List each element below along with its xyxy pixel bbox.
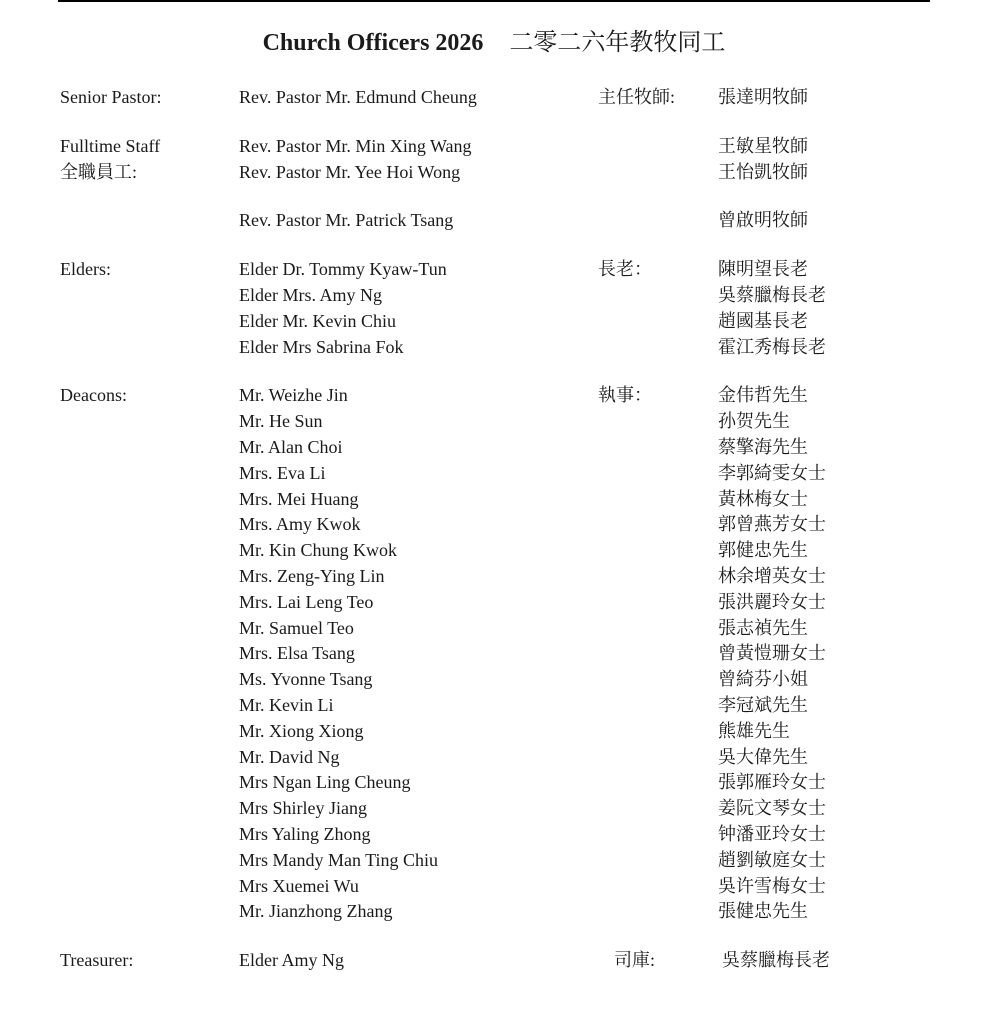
officer-name-english: Mr. Jianzhong Zhang bbox=[239, 901, 393, 922]
section-deacons bbox=[0, 383, 988, 925]
section-label-chinese: 長老： bbox=[598, 259, 652, 280]
officer-name-chinese: 趙國基長老 bbox=[718, 310, 808, 331]
officer-name-chinese: 王敏星牧師 bbox=[718, 135, 808, 156]
spacer bbox=[0, 234, 988, 257]
officer-row bbox=[0, 512, 988, 538]
officer-name-chinese: 黃林梅女士 bbox=[718, 488, 808, 509]
officer-row bbox=[0, 745, 988, 771]
officer-name-english: Elder Amy Ng bbox=[239, 950, 344, 971]
officer-name-english: Mrs Mandy Man Ting Chiu bbox=[239, 849, 439, 870]
section-label-english: Treasurer: bbox=[60, 950, 134, 971]
officer-name-english: Rev. Pastor Mr. Yee Hoi Wong bbox=[239, 161, 461, 182]
officer-row bbox=[0, 160, 988, 186]
officer-row bbox=[0, 257, 988, 283]
officer-name-chinese: 郭曾燕芳女士 bbox=[718, 514, 826, 535]
section-label-chinese: 全職員工: bbox=[60, 161, 138, 182]
officer-name-english: Mrs. Amy Kwok bbox=[239, 514, 361, 535]
officers-list bbox=[0, 85, 988, 974]
officer-name-english: Elder Mrs. Amy Ng bbox=[239, 284, 382, 305]
officer-name-chinese: 趙劉敏庭女士 bbox=[718, 849, 826, 870]
section-label-english: Elders: bbox=[60, 259, 111, 280]
officer-row bbox=[0, 590, 988, 616]
officer-row bbox=[0, 564, 988, 590]
officer-name-english: Mrs Xuemei Wu bbox=[239, 875, 359, 896]
officer-name-english: Mr. Kin Chung Kwok bbox=[239, 540, 398, 561]
section-elders bbox=[0, 257, 988, 360]
officer-row bbox=[0, 134, 988, 160]
officer-name-english: Rev. Pastor Mr. Min Xing Wang bbox=[239, 135, 472, 156]
officer-name-chinese: 李冠斌先生 bbox=[718, 694, 808, 715]
officer-name-chinese: 熊雄先生 bbox=[718, 720, 790, 741]
officer-name-english: Rev. Pastor Mr. Edmund Cheung bbox=[239, 87, 477, 107]
officer-row bbox=[0, 309, 988, 335]
section-label-english: Senior Pastor: bbox=[60, 87, 162, 107]
officer-name-english: Mrs. Mei Huang bbox=[239, 488, 359, 509]
officer-row bbox=[0, 383, 988, 409]
officer-name-english: Mrs. Zeng-Ying Lin bbox=[239, 565, 385, 586]
officer-name-english: Mr. Weizhe Jin bbox=[239, 385, 348, 406]
officer-row bbox=[0, 435, 988, 461]
officer-name-chinese: 吳许雪梅女士 bbox=[718, 875, 826, 896]
officer-name-chinese: 蔡擎海先生 bbox=[718, 436, 808, 457]
officer-row bbox=[0, 719, 988, 745]
officer-name-chinese: 張健忠先生 bbox=[718, 901, 808, 922]
officer-name-english: Elder Mrs Sabrina Fok bbox=[239, 336, 404, 357]
officer-name-chinese: 吳蔡臘梅長老 bbox=[718, 284, 826, 305]
officer-name-english: Mr. David Ng bbox=[239, 746, 340, 767]
officer-name-chinese: 張洪麗玲女士 bbox=[718, 591, 826, 612]
section-label-chinese: 司庫: bbox=[614, 950, 656, 971]
title-english: Church Officers 2026 bbox=[262, 30, 484, 56]
spacer bbox=[0, 111, 988, 134]
section-fulltime-staff bbox=[0, 134, 988, 234]
officer-name-english: Mr. He Sun bbox=[239, 411, 323, 432]
officer-name-chinese: 吳大偉先生 bbox=[718, 746, 808, 767]
officer-row bbox=[0, 948, 988, 974]
top-rule bbox=[58, 0, 930, 2]
spacer bbox=[0, 185, 988, 208]
officer-name-english: Ms. Yvonne Tsang bbox=[239, 669, 373, 690]
officer-name-chinese: 李郭綺雯女士 bbox=[718, 462, 826, 483]
officer-name-english: Mrs. Elsa Tsang bbox=[239, 643, 355, 664]
page-title bbox=[0, 28, 988, 58]
officer-row bbox=[0, 693, 988, 719]
spacer bbox=[0, 360, 988, 383]
officer-row bbox=[0, 667, 988, 693]
officer-row bbox=[0, 641, 988, 667]
officer-name-chinese: 張志禎先生 bbox=[718, 617, 808, 638]
officer-name-english: Mr. Kevin Li bbox=[239, 694, 334, 715]
officer-name-english: Mrs. Lai Leng Teo bbox=[239, 591, 374, 612]
officer-name-chinese: 吳蔡臘梅長老 bbox=[722, 950, 830, 971]
officer-row bbox=[0, 538, 988, 564]
officer-name-english: Mrs. Eva Li bbox=[239, 462, 326, 483]
officer-name-chinese: 張達明牧師 bbox=[718, 87, 808, 107]
officer-row bbox=[0, 874, 988, 900]
section-label-chinese: 執事： bbox=[598, 385, 652, 406]
officer-name-chinese: 钟潘亚玲女士 bbox=[718, 823, 826, 844]
officer-name-chinese: 陳明望長老 bbox=[718, 259, 808, 280]
section-label-english: Fulltime Staff bbox=[60, 135, 161, 156]
officer-row bbox=[0, 409, 988, 435]
officer-row bbox=[0, 283, 988, 309]
officer-name-chinese: 林余增英女士 bbox=[718, 565, 826, 586]
officer-name-english: Mrs Shirley Jiang bbox=[239, 798, 367, 819]
officer-name-english: Mrs Yaling Zhong bbox=[239, 823, 371, 844]
officer-name-chinese: 孙贺先生 bbox=[718, 411, 790, 432]
officer-name-chinese: 曾啟明牧師 bbox=[718, 210, 808, 231]
officer-row bbox=[0, 335, 988, 361]
officer-name-english: Mr. Samuel Teo bbox=[239, 617, 354, 638]
officer-name-english: Mrs Ngan Ling Cheung bbox=[239, 772, 411, 793]
officer-row bbox=[0, 822, 988, 848]
officer-row bbox=[0, 899, 988, 925]
officer-row bbox=[0, 461, 988, 487]
section-senior-pastor bbox=[0, 85, 988, 111]
officer-row bbox=[0, 796, 988, 822]
officer-name-chinese: 曾黃愷珊女士 bbox=[718, 643, 826, 664]
officer-name-chinese: 霍江秀梅長老 bbox=[718, 336, 826, 357]
officer-row bbox=[0, 208, 988, 234]
officer-name-chinese: 張郭雁玲女士 bbox=[718, 772, 826, 793]
officer-name-english: Mr. Xiong Xiong bbox=[239, 720, 364, 741]
officer-name-english: Rev. Pastor Mr. Patrick Tsang bbox=[239, 210, 454, 231]
officer-name-english: Elder Dr. Tommy Kyaw-Tun bbox=[239, 259, 447, 280]
officer-name-chinese: 曾綺芬小姐 bbox=[718, 669, 808, 690]
officer-row bbox=[0, 85, 988, 111]
section-treasurer bbox=[0, 948, 988, 974]
officer-name-chinese: 王怡凱牧師 bbox=[718, 161, 808, 182]
spacer bbox=[0, 925, 988, 948]
officer-name-chinese: 金伟哲先生 bbox=[718, 385, 808, 406]
officer-name-chinese: 姜阮文琴女士 bbox=[718, 798, 826, 819]
officer-name-chinese: 郭健忠先生 bbox=[718, 540, 808, 561]
officer-row bbox=[0, 848, 988, 874]
officer-name-english: Elder Mr. Kevin Chiu bbox=[239, 310, 396, 331]
officer-row bbox=[0, 616, 988, 642]
section-label-chinese: 主任牧師: bbox=[598, 87, 676, 107]
officer-name-english: Mr. Alan Choi bbox=[239, 436, 343, 457]
title-chinese: 二零二六年教牧同工 bbox=[509, 30, 726, 56]
officer-row bbox=[0, 770, 988, 796]
section-label-english: Deacons: bbox=[60, 385, 127, 406]
officer-row bbox=[0, 487, 988, 513]
